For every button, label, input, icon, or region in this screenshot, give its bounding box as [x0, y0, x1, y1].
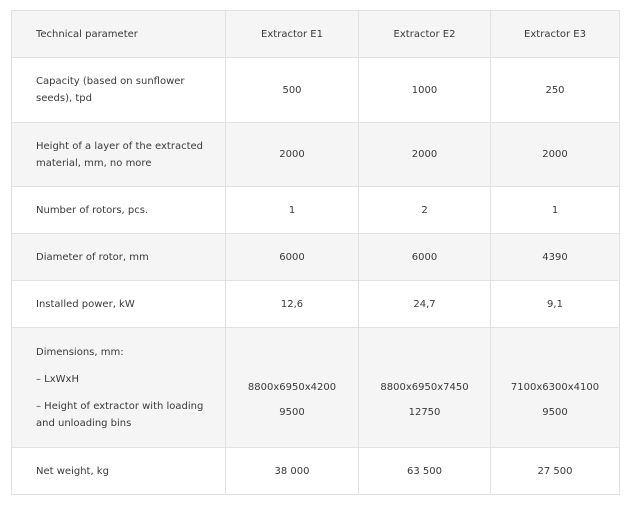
parameter-cell: Number of rotors, pcs.: [12, 187, 226, 234]
value-e1: 2000: [226, 123, 359, 187]
parameter-cell: [12, 58, 226, 123]
technical-parameters-table: [11, 10, 620, 495]
value-e1: 12,6: [226, 281, 359, 328]
parameter-cell: [12, 123, 226, 187]
parameter-text: – LxWxH: [36, 373, 79, 385]
value-e1: 500: [226, 58, 359, 123]
header-extractor-e3: Extractor E3: [491, 11, 620, 58]
value-e3: 2000: [491, 123, 620, 187]
header-parameter: Technical parameter: [12, 11, 226, 58]
header-extractor-e2: Extractor E2: [359, 11, 491, 58]
value-e1: 1: [226, 187, 359, 234]
dimension-lxwxh: 8800x6950x7450: [380, 381, 469, 393]
value-e2: 2: [359, 187, 491, 234]
value-e3: 27 500: [491, 448, 620, 495]
value-e3: 4390: [491, 234, 620, 281]
parameter-text: material, mm, no more: [36, 157, 152, 169]
value-e1: 38 000: [226, 448, 359, 495]
dimension-lxwxh: 8800x6950x4200: [247, 381, 337, 393]
value-e2: 1000: [359, 58, 491, 123]
parameter-cell: Net weight, kg: [12, 448, 226, 495]
value-e1: [226, 328, 359, 448]
value-e3: 9,1: [491, 281, 620, 328]
header-extractor-e1: Extractor E1: [226, 11, 359, 58]
value-e1: 6000: [226, 234, 359, 281]
parameter-text: and unloading bins: [36, 417, 132, 429]
parameter-cell: [12, 328, 226, 448]
parameter-text: Dimensions, mm:: [36, 346, 124, 358]
table-row: [12, 234, 620, 281]
table-header-row: [12, 11, 620, 58]
table-row: [12, 187, 620, 234]
value-e3: 1: [491, 187, 620, 234]
value-e2: 24,7: [359, 281, 491, 328]
table-row: [12, 58, 620, 123]
dimension-lxwxh: 7100x6300x4100: [510, 381, 600, 393]
table-row: [12, 448, 620, 495]
parameter-cell: Diameter of rotor, mm: [12, 234, 226, 281]
value-e2: [359, 328, 491, 448]
value-e3: 250: [491, 58, 620, 123]
dimension-height: 9500: [542, 406, 568, 418]
table-row: [12, 281, 620, 328]
value-e2: 2000: [359, 123, 491, 187]
parameter-cell: Installed power, kW: [12, 281, 226, 328]
table-row: [12, 123, 620, 187]
dimension-height: 12750: [408, 406, 441, 418]
value-e2: 6000: [359, 234, 491, 281]
table-row: [12, 328, 620, 448]
parameter-text: Height of a layer of the extracted: [36, 140, 204, 152]
parameter-text: Capacity (based on sunflower: [36, 76, 185, 87]
parameter-text: – Height of extractor with loading: [36, 400, 204, 412]
value-e3: [491, 328, 620, 448]
value-e2: 63 500: [359, 448, 491, 495]
parameter-text: seeds), tpd: [36, 93, 92, 104]
dimension-height: 9500: [279, 406, 305, 418]
